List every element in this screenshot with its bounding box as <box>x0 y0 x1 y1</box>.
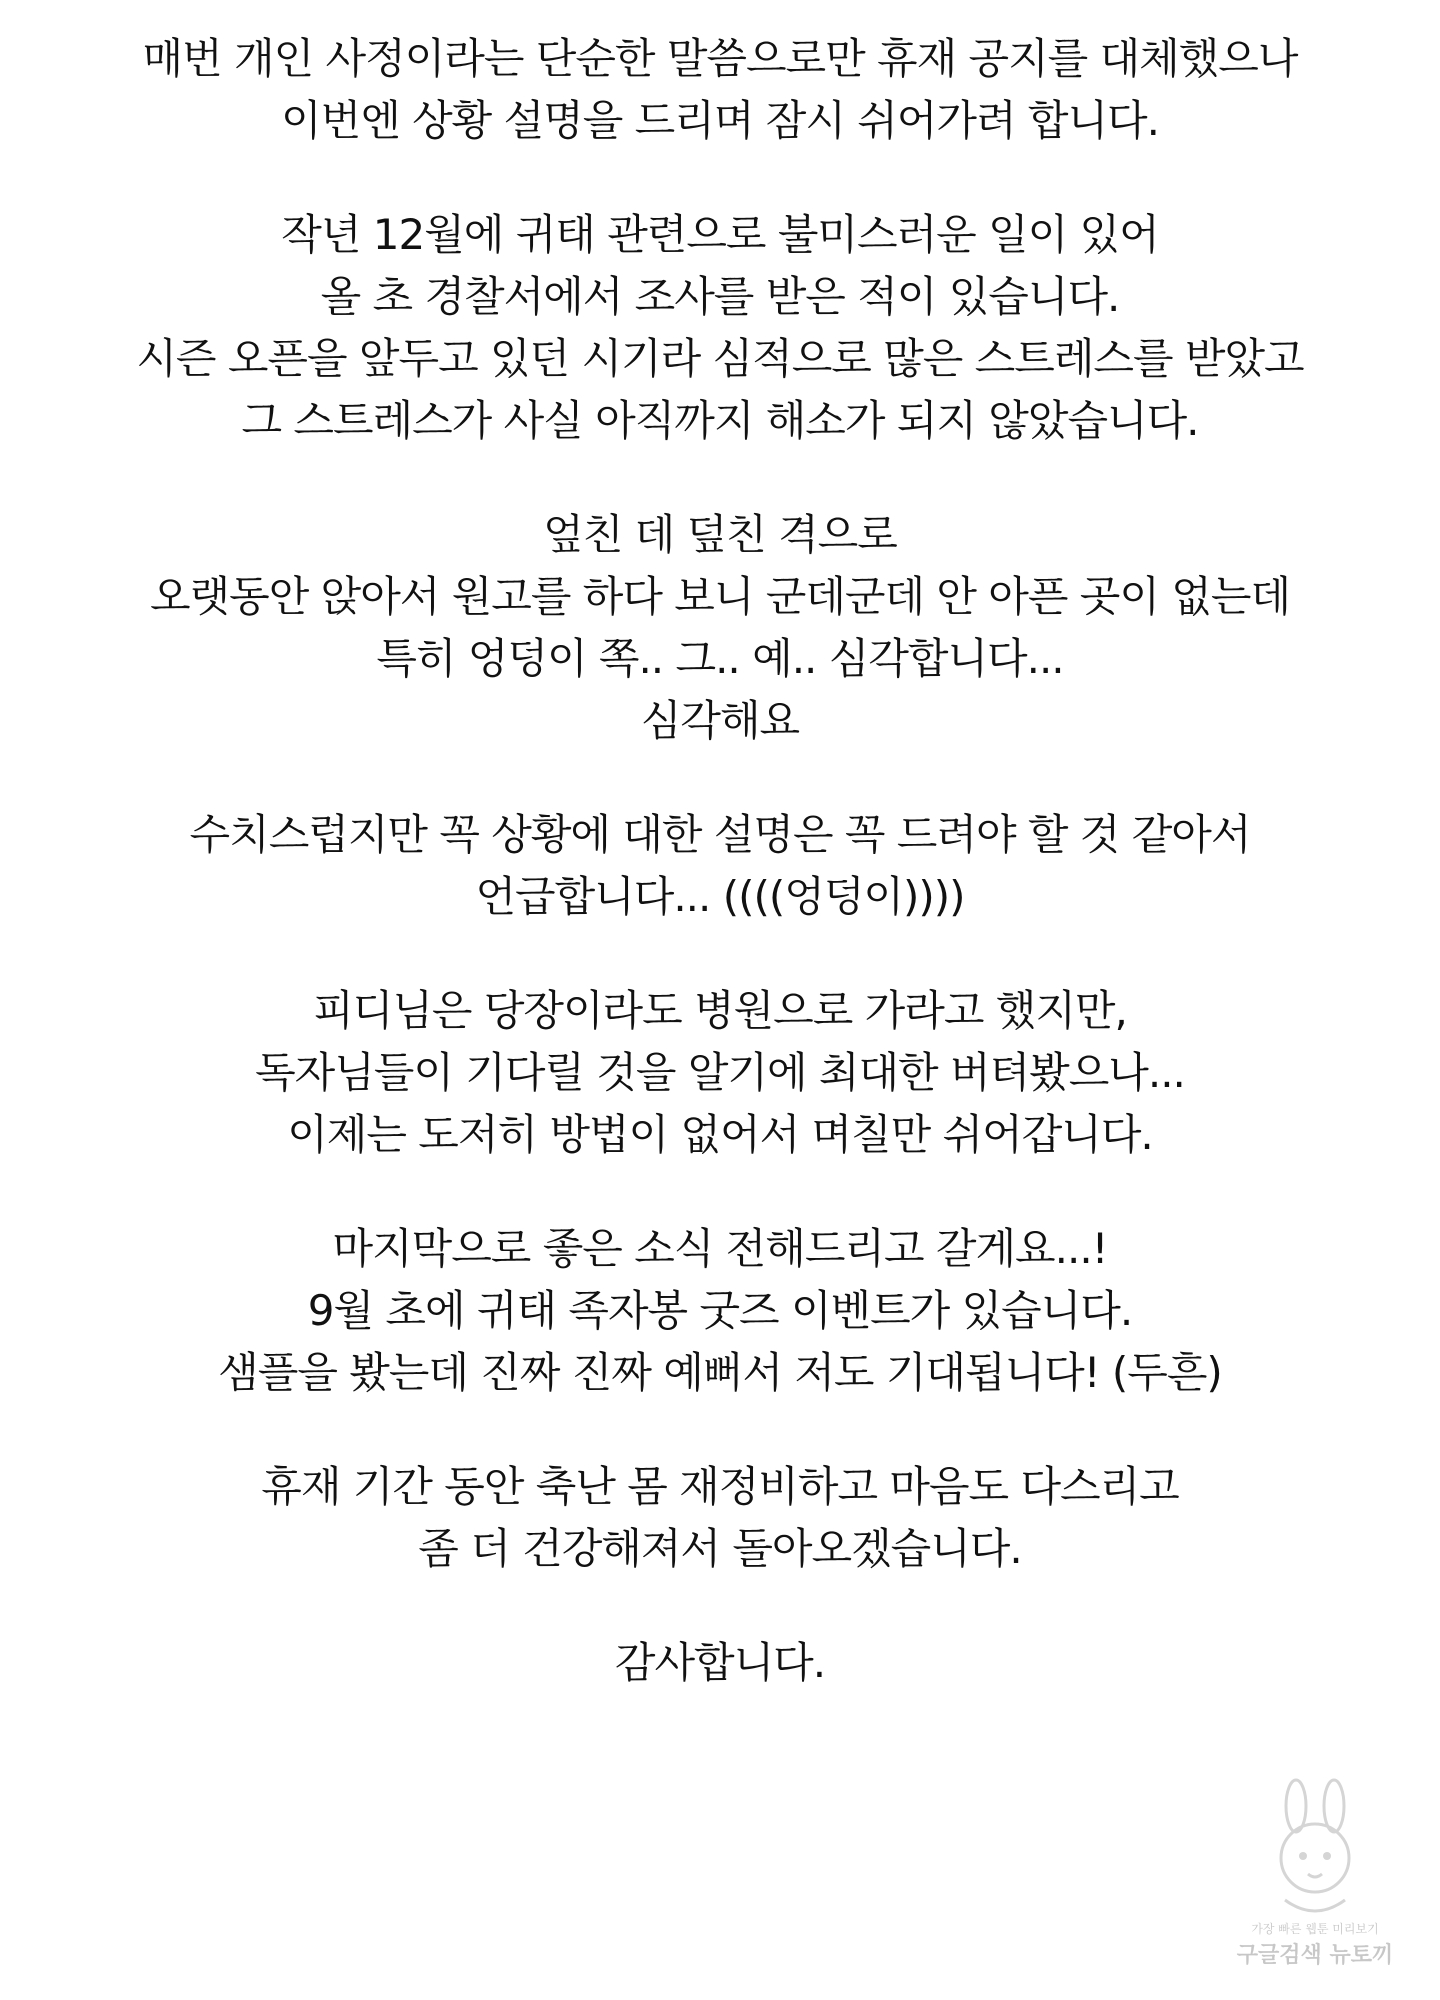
paragraph-7 <box>0 1456 1440 1580</box>
notice-line: 시즌 오픈을 앞두고 있던 시기라 심적으로 많은 스트레스를 받았고 <box>136 334 1304 383</box>
notice-line: 휴재 기간 동안 축난 몸 재정비하고 마음도 다스리고 <box>261 1462 1179 1511</box>
paragraph-2 <box>0 204 1440 452</box>
notice-line: 심각해요 <box>640 696 800 745</box>
notice-line: 좀 더 건강해져서 돌아오겠습니다. <box>418 1524 1022 1573</box>
notice-line: 9월 초에 귀태 족자봉 굿즈 이벤트가 있습니다. <box>307 1286 1133 1335</box>
notice-line: 특히 엉덩이 쪽.. 그.. 예.. 심각합니다... <box>376 634 1064 683</box>
notice-line: 감사합니다. <box>614 1638 826 1687</box>
watermark-small-text: 가장 빠른 웹툰 미리보기 <box>1251 1922 1379 1936</box>
notice-line: 언급합니다... ((((엉덩이)))) <box>475 872 965 921</box>
notice-line: 마지막으로 좋은 소식 전해드리고 갈게요...! <box>332 1224 1108 1273</box>
paragraph-6 <box>0 1218 1440 1404</box>
bunny-mascot-icon <box>1260 1778 1370 1918</box>
notice-line: 오랫동안 앉아서 원고를 하다 보니 군데군데 안 아픈 곳이 없는데 <box>149 572 1291 621</box>
notice-line: 수치스럽지만 꼭 상황에 대한 설명은 꼭 드려야 할 것 같아서 <box>189 810 1251 859</box>
paragraph-3 <box>0 504 1440 752</box>
paragraph-1 <box>0 28 1440 152</box>
notice-text <box>0 28 1440 1746</box>
notice-line: 이번엔 상황 설명을 드리며 잠시 쉬어가려 합니다. <box>281 96 1159 145</box>
notice-line: 이제는 도저히 방법이 없어서 며칠만 쉬어갑니다. <box>287 1110 1153 1159</box>
notice-line: 그 스트레스가 사실 아직까지 해소가 되지 않았습니다. <box>241 396 1199 445</box>
notice-line: 올 초 경찰서에서 조사를 받은 적이 있습니다. <box>320 272 1120 321</box>
watermark-large-text: 구글검색 뉴토끼 <box>1236 1943 1394 1968</box>
notice-line: 독자님들이 기다릴 것을 알기에 최대한 버텨봤으나... <box>255 1048 1185 1097</box>
notice-line: 엎친 데 덮친 격으로 <box>543 510 897 559</box>
notice-line: 피디님은 당장이라도 병원으로 가라고 했지만, <box>313 986 1127 1035</box>
watermark <box>1220 1778 1410 1978</box>
notice-line: 작년 12월에 귀태 관련으로 불미스러운 일이 있어 <box>281 210 1159 259</box>
notice-line: 샘플을 봤는데 진짜 진짜 예뻐서 저도 기대됩니다! (두흔) <box>218 1348 1222 1397</box>
paragraph-4 <box>0 804 1440 928</box>
notice-line: 매번 개인 사정이라는 단순한 말씀으로만 휴재 공지를 대체했으나 <box>142 34 1298 83</box>
paragraph-8 <box>0 1632 1440 1694</box>
paragraph-5 <box>0 980 1440 1166</box>
